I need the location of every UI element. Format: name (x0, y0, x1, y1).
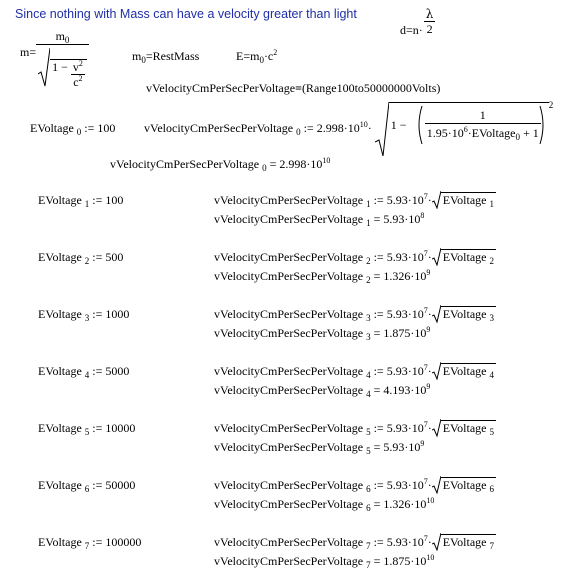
radicand-index: 7 (489, 541, 494, 551)
equals-operator: = (370, 554, 384, 568)
evoltage-0-definition (30, 121, 116, 137)
energy-lhs: E=m (236, 49, 260, 63)
radicand-evoltage: EVoltage (442, 250, 487, 264)
range-definition (146, 82, 440, 94)
evoltage-index: 0 (76, 127, 82, 137)
radical-sign-icon (432, 191, 441, 209)
velocity-result-mantissa: 1.875·10 (383, 326, 427, 340)
velocity-formula-result (110, 156, 331, 173)
evoltage-value: 10000 (105, 421, 136, 435)
assign-operator: := (370, 193, 387, 207)
velocity-coefficient-exponent: 10 (359, 120, 368, 129)
evoltage-definition (38, 307, 130, 323)
evoltage-label: EVoltage (30, 121, 74, 135)
assign-operator: := (89, 250, 106, 264)
equals-operator: = (370, 212, 384, 226)
evoltage-value: 500 (105, 250, 124, 264)
velocity-index: 2 (366, 275, 371, 285)
evoltage-index: 7 (84, 541, 90, 551)
velocity-index: 1 (366, 218, 371, 228)
assign-operator: := (370, 421, 387, 435)
velocity-coefficient: 5.93·10 (386, 421, 424, 435)
velocity-variable-name: vVelocityCmPerSecPerVoltage (214, 326, 364, 340)
velocity-coefficient: 2.998·10 (316, 121, 360, 135)
mass-radical (38, 48, 87, 88)
velocity-variable-name: vVelocityCmPerSecPerVoltage (214, 307, 364, 321)
evoltage-index: 1 (84, 199, 90, 209)
radicand-evoltage: EVoltage (442, 421, 487, 435)
range-value: (Range100to50000000Volts) (301, 81, 441, 95)
velocity-assignment (214, 305, 496, 323)
multiply-dot: · (427, 421, 432, 435)
radicand-evoltage: EVoltage (442, 307, 487, 321)
velocity-index: 6 (366, 484, 371, 494)
velocity-formula (144, 100, 554, 158)
velocity-variable-name: vVelocityCmPerSecPerVoltage (214, 440, 364, 454)
radicand-index: 4 (489, 370, 494, 380)
radicand-index: 2 (489, 256, 494, 266)
velocity-coefficient: 5.93·10 (386, 364, 424, 378)
assign-operator: := (89, 193, 106, 207)
formula-square-exponent: 2 (548, 100, 554, 110)
velocity-assignment (214, 476, 496, 494)
velocity-variable-name: vVelocityCmPerSecPerVoltage (214, 497, 364, 511)
equals-operator: = (370, 497, 384, 511)
velocity-assignment (214, 248, 496, 266)
worksheet-heading: Since nothing with Mass can have a velocity greater than light (15, 7, 357, 21)
velocity-variable-name: vVelocityCmPerSecPerVoltage (214, 535, 364, 549)
velocity-variable-name: vVelocityCmPerSecPerVoltage (214, 554, 364, 568)
evoltage-definition (38, 193, 124, 209)
velocity-variable-name: vVelocityCmPerSecPerVoltage (214, 212, 364, 226)
wavelength-denominator: 2 (426, 22, 433, 36)
evoltage-value: 100 (97, 121, 116, 135)
mass-numerator: m (55, 29, 65, 43)
velocity-result-mantissa: 1.326·10 (383, 269, 427, 283)
energy-light-speed: ·c (263, 49, 274, 63)
velocity-index: 5 (366, 427, 371, 437)
radical-sign-icon (432, 248, 441, 266)
velocity-coefficient-exponent: 7 (423, 249, 428, 258)
velocity-coefficient-exponent: 7 (423, 192, 428, 201)
formula-numerator: 1 (425, 109, 541, 124)
rest-mass-definition (132, 49, 200, 65)
velocity-symbol: v (72, 60, 79, 74)
velocity-result-mantissa: 1.875·10 (383, 554, 427, 568)
multiply-dot: · (427, 307, 432, 321)
evoltage-index: 4 (84, 370, 90, 380)
assign-operator: := (89, 421, 106, 435)
formula-denominator-tail: + 1 (519, 126, 539, 140)
wavelength-lhs: d=n· (400, 23, 423, 38)
velocity-index: 5 (366, 446, 371, 456)
velocity-coefficient: 5.93·10 (386, 478, 424, 492)
mass-one-minus: 1 − (52, 60, 71, 75)
velocity-result-mantissa: 5.93·10 (383, 440, 421, 454)
evoltage-label: EVoltage (38, 535, 82, 549)
equals-operator: = (370, 383, 384, 397)
result-value: = 2.998·10 (266, 157, 323, 171)
velocity-index: 3 (366, 313, 371, 323)
equals-operator: = (370, 326, 384, 340)
evoltage-label: EVoltage (38, 478, 82, 492)
radical-sign-icon (432, 419, 441, 437)
velocity-result-exponent: 9 (426, 268, 431, 277)
radicand-evoltage: EVoltage (442, 535, 487, 549)
formula-denominator-coefficient: 1.95·10 (426, 126, 464, 140)
velocity-result-exponent: 9 (426, 325, 431, 334)
evoltage-value: 5000 (105, 364, 130, 378)
result-index: 0 (262, 163, 267, 173)
formula-one-minus: 1 − (390, 118, 407, 132)
velocity-result (214, 553, 435, 570)
evoltage-value: 50000 (105, 478, 136, 492)
velocity-coefficient-exponent: 7 (423, 477, 428, 486)
radical-sign-icon (432, 533, 441, 551)
velocity-result-exponent: 9 (426, 382, 431, 391)
velocity-result-exponent: 10 (426, 496, 435, 505)
evoltage-label: EVoltage (38, 193, 82, 207)
velocity-variable-name: vVelocityCmPerSecPerVoltage (214, 383, 364, 397)
evoltage-index: 5 (84, 427, 90, 437)
velocity-assignment (214, 191, 496, 209)
light-speed-exponent: 2 (78, 74, 83, 83)
energy-mass-subscript: 0 (259, 55, 264, 65)
evoltage-definition (38, 250, 124, 266)
radicand-index: 3 (489, 313, 494, 323)
velocity-variable-name: vVelocityCmPerSecPerVoltage (214, 193, 364, 207)
relativistic-mass-formula (20, 30, 89, 88)
velocity-index: 7 (366, 541, 371, 551)
rest-mass-symbol: m (132, 49, 142, 63)
lambda-symbol: λ (425, 7, 434, 21)
formula-denominator-index: 0 (515, 132, 520, 142)
velocity-assignment (214, 533, 496, 551)
evoltage-value: 100 (105, 193, 124, 207)
velocity-coefficient-exponent: 7 (423, 306, 428, 315)
result-variable-name: vVelocityCmPerSecPerVoltage (110, 157, 260, 171)
velocity-coefficient-exponent: 7 (423, 363, 428, 372)
right-paren-icon (539, 105, 547, 145)
light-speed-symbol: c (73, 75, 79, 89)
velocity-index: 4 (366, 389, 371, 399)
radicand-evoltage: EVoltage (442, 193, 487, 207)
velocity-result-exponent: 10 (426, 553, 435, 562)
multiply-dot: · (427, 364, 432, 378)
assign-operator: := (81, 121, 98, 135)
velocity-exponent: 2 (78, 59, 83, 68)
assign-operator: := (89, 535, 106, 549)
multiply-dot: · (427, 535, 432, 549)
velocity-variable-name: vVelocityCmPerSecPerVoltage (214, 421, 364, 435)
assign-operator: := (370, 307, 387, 321)
radical-sign-icon (38, 48, 50, 88)
radical-sign-icon (432, 476, 441, 494)
energy-equation (236, 48, 278, 65)
mass-lhs: m= (20, 45, 37, 59)
velocity-result (214, 268, 431, 285)
radical-sign-icon (432, 305, 441, 323)
mass-numerator-subscript: 0 (64, 35, 70, 45)
velocity-result (214, 211, 425, 228)
velocity-assign: := (300, 121, 317, 135)
velocity-result-mantissa: 4.193·10 (383, 383, 427, 397)
assign-operator: := (370, 478, 387, 492)
equals-operator: = (370, 269, 384, 283)
velocity-assignment (214, 419, 496, 437)
range-variable-name: vVelocityCmPerSecPerVoltage (146, 81, 296, 95)
velocity-coefficient: 5.93·10 (386, 250, 424, 264)
assign-operator: := (370, 535, 387, 549)
result-exponent: 10 (322, 156, 331, 165)
left-paren-icon (415, 105, 423, 145)
multiply-dot: · (427, 478, 432, 492)
assign-operator: := (370, 250, 387, 264)
evoltage-index: 2 (84, 256, 90, 266)
velocity-index: 3 (366, 332, 371, 342)
velocity-result (214, 325, 431, 342)
velocity-result-exponent: 9 (420, 439, 425, 448)
evoltage-label: EVoltage (38, 307, 82, 321)
velocity-index: 6 (366, 503, 371, 513)
rest-mass-label: =RestMass (145, 49, 200, 63)
velocity-coefficient-exponent: 7 (423, 534, 428, 543)
radicand-index: 6 (489, 484, 494, 494)
velocity-coefficient: 5.93·10 (386, 193, 424, 207)
velocity-index: 4 (366, 370, 371, 380)
evoltage-definition (38, 535, 142, 551)
velocity-coefficient: 5.93·10 (386, 307, 424, 321)
evoltage-label: EVoltage (38, 250, 82, 264)
radical-sign-icon (375, 100, 389, 158)
evoltage-index: 6 (84, 484, 90, 494)
velocity-variable-name: vVelocityCmPerSecPerVoltage (214, 250, 364, 264)
velocity-result-exponent: 8 (420, 211, 425, 220)
velocity-coefficient-exponent: 7 (423, 420, 428, 429)
formula-denominator-exponent: 6 (463, 125, 468, 134)
equals-operator: = (370, 440, 384, 454)
velocity-result (214, 382, 431, 399)
assign-operator: := (89, 364, 106, 378)
assign-operator: := (89, 478, 106, 492)
wavelength-relation (400, 7, 435, 38)
range-equals: = (295, 81, 302, 95)
radicand-evoltage: EVoltage (442, 478, 487, 492)
assign-operator: := (89, 307, 106, 321)
assign-operator: := (370, 364, 387, 378)
energy-exponent: 2 (273, 48, 278, 57)
velocity-result (214, 439, 425, 456)
multiply-dot: · (367, 121, 372, 135)
velocity-index: 0 (296, 127, 301, 137)
evoltage-label: EVoltage (38, 364, 82, 378)
velocity-index: 2 (366, 256, 371, 266)
evoltage-definition (38, 478, 136, 494)
rest-mass-subscript: 0 (141, 55, 146, 65)
velocity-result-mantissa: 5.93·10 (383, 212, 421, 226)
velocity-index: 1 (366, 199, 371, 209)
radicand-index: 1 (489, 199, 494, 209)
velocity-result-mantissa: 1.326·10 (383, 497, 427, 511)
velocity-variable-name: vVelocityCmPerSecPerVoltage (214, 269, 364, 283)
evoltage-label: EVoltage (38, 421, 82, 435)
velocity-variable-name: vVelocityCmPerSecPerVoltage (214, 364, 364, 378)
velocity-index: 7 (366, 560, 371, 570)
velocity-variable-name: vVelocityCmPerSecPerVoltage (214, 478, 364, 492)
velocity-assignment (214, 362, 496, 380)
evoltage-index: 3 (84, 313, 90, 323)
formula-denominator-evoltage: ·EVoltage (467, 126, 516, 140)
evoltage-value: 1000 (105, 307, 130, 321)
evoltage-definition (38, 421, 136, 437)
velocity-result (214, 496, 435, 513)
radicand-index: 5 (489, 427, 494, 437)
radical-sign-icon (432, 362, 441, 380)
velocity-variable-name: vVelocityCmPerSecPerVoltage (144, 121, 294, 135)
evoltage-definition (38, 364, 130, 380)
multiply-dot: · (427, 250, 432, 264)
radicand-evoltage: EVoltage (442, 364, 487, 378)
velocity-coefficient: 5.93·10 (386, 535, 424, 549)
multiply-dot: · (427, 193, 432, 207)
evoltage-value: 100000 (105, 535, 142, 549)
